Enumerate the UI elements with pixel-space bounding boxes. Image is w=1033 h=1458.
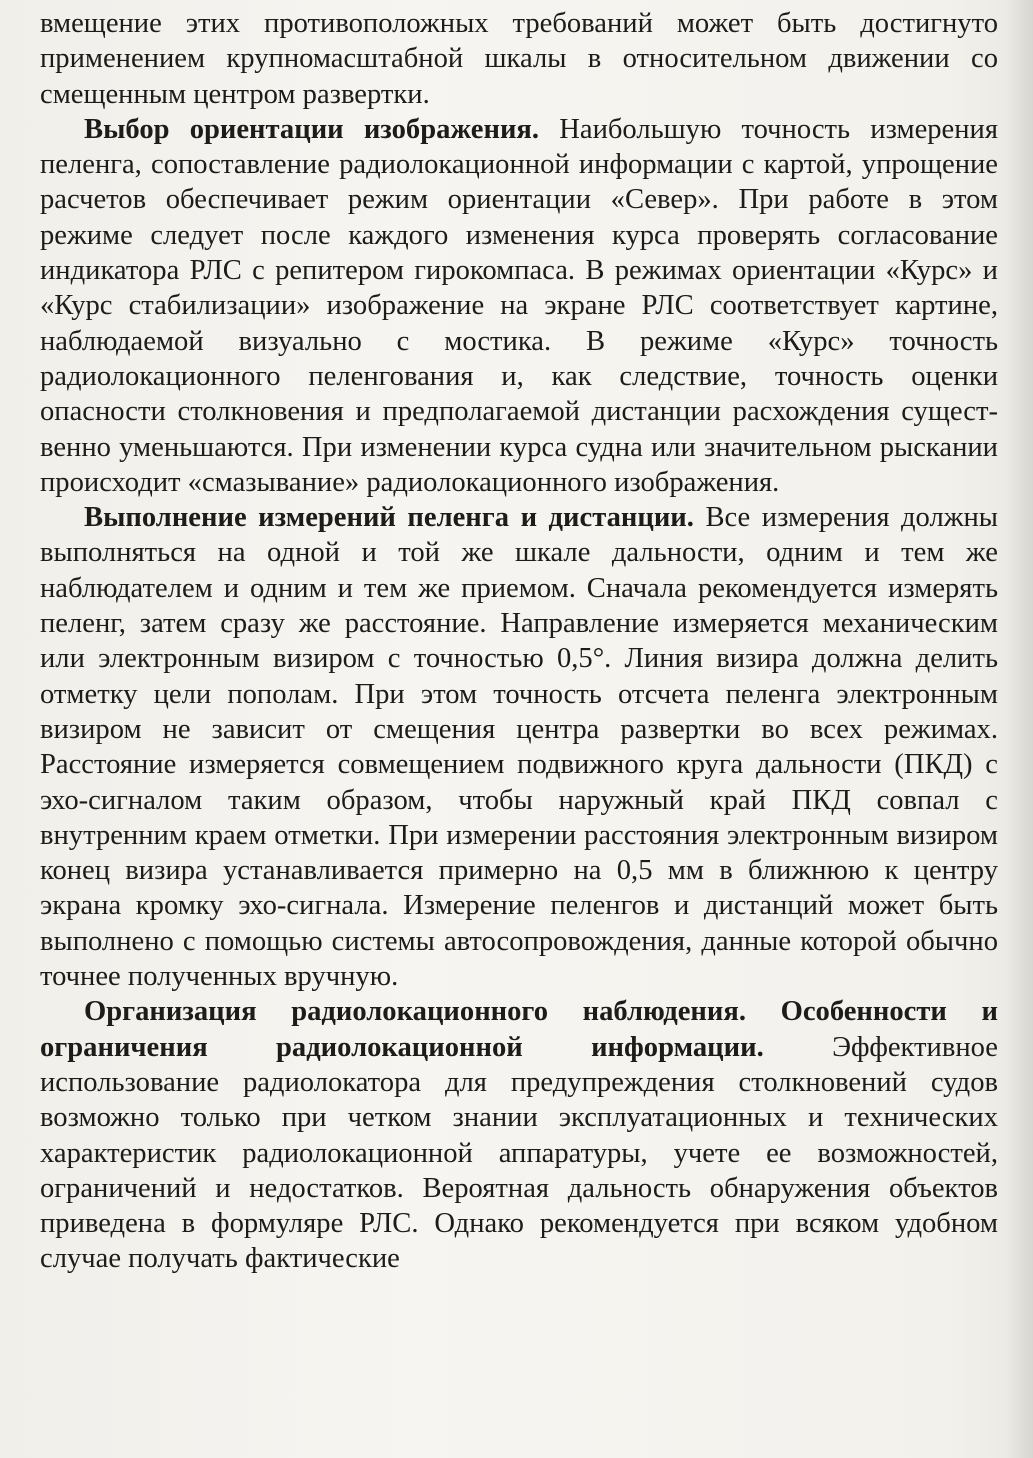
paragraph-heading: Организация радиолокационного наблюдения. Особенности и ограничения радиолокационной информации. bbox=[40, 996, 998, 1063]
paragraph-radar-observation bbox=[40, 994, 998, 1276]
page-text bbox=[40, 6, 998, 1277]
page-edge-shadow bbox=[1007, 0, 1033, 1458]
paragraph-heading: Выбор ориентации изображения. bbox=[84, 113, 540, 145]
paragraph-text: вмещение этих противоположных требований может быть достигнуто применением крупномасштабной шкалы в относительном движении со смещенным центром развертки. bbox=[40, 8, 998, 110]
paragraph-text: Наибольшую точность измерения пеленга, сопоставление радиолокационной информации с картой, упрощение расчетов обеспечивает режим ориентации «Север». При работе в этом режиме следует после каждого изменения курса проверять согласование индикатора РЛС с репитером гирокомпаса. В режимах ориентации «Курс» и «Курс стабилизации» изображение на экране РЛС соответствует картине, наблюдаемой визуально с мостика. В режиме «Курс» точность радиолокационного пеленгования и, как следствие, точность оценки опасности столкновения и предполагаемой дистанции расхождения существенно уменьшаются. При изменении курса судна или значительном рыскании происходит «смазывание» радиолокационного изображения. bbox=[40, 113, 998, 498]
paragraph-text: Все измерения должны выполняться на одной и той же шкале дальности, одним и тем же наблюдателем и одним и тем же приемом. Сначала рекомендуется измерять пеленг, затем сразу же расстояние. Направление измеряется механическим или электронным визиром с точностью 0,5°. Линия визира должна делить отметку цели пополам. При этом точность отсчета пеленга электронным визиром не зависит от смещения центра развертки во всех режимах. Расстояние измеряется совмещением подвижного круга дальности (ПКД) с эхо-сигналом таким образом, чтобы наружный край ПКД совпал с внутренним краем отметки. При измерении расстояния электронным визиром конец визира устанавливается примерно на 0,5 мм в ближнюю к центру экрана кромку эхо-сигнала. Измерение пеленгов и дистанций может быть выполнено с помощью системы автосопровождения, данные которой обычно точнее полученных вручную. bbox=[40, 502, 998, 993]
paragraph-bearing-distance-measurement bbox=[40, 500, 998, 994]
paragraph-image-orientation bbox=[40, 112, 998, 500]
paragraph-continuation bbox=[40, 6, 998, 112]
paragraph-text: Эффективное использование радиолокатора для предупреждения столкновений судов возможно только при четком знании эксплуатационных и технических характеристик радиолокационной аппаратуры, учете ее возможностей, ограничений и недостатков. Вероятная дальность обнаружения объектов приведена в формуляре РЛС. Однако рекомендуется при всяком удобном случае получать фактические bbox=[40, 1031, 998, 1275]
paragraph-heading: Выполнение измерений пеленга и дистанции. bbox=[84, 502, 694, 534]
